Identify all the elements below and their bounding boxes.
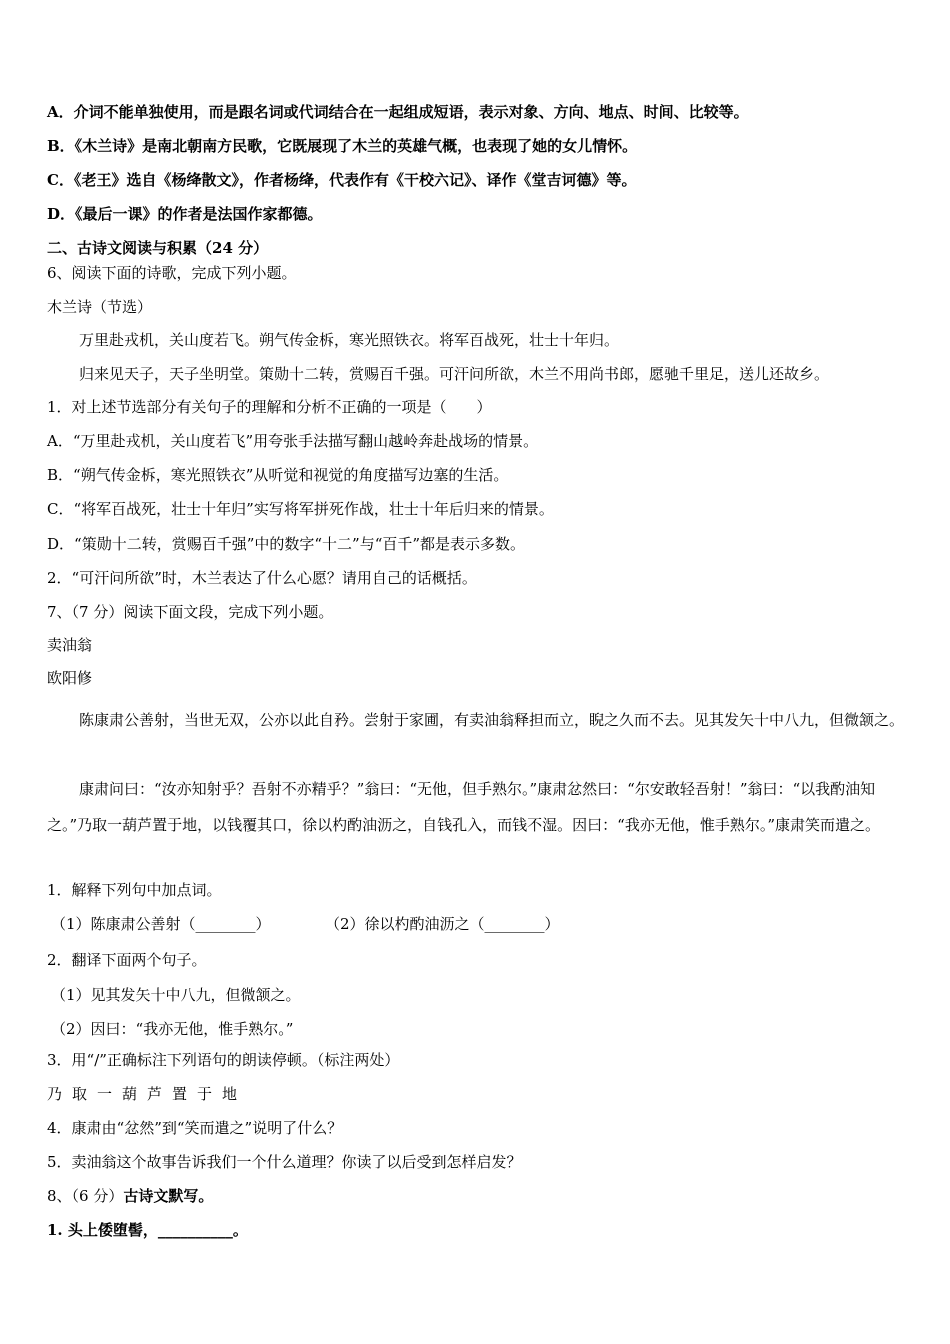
passage-author: 欧阳修 [47, 669, 93, 687]
q8-intro [47, 1185, 920, 1207]
poem-line-1: 万里赴戎机，关山度若飞。朔气传金柝，寒光照铁衣。将军百战死，壮士十年归。 [79, 331, 620, 349]
option-b: B．《木兰诗》是南北朝南方民歌，它既展现了木兰的英雄气概，也表现了她的女儿情怀。 [47, 137, 638, 155]
q7-sub5: 5．卖油翁这个故事告诉我们一个什么道理？你读了以后受到怎样启发？ [47, 1153, 522, 1171]
option-c: C．《老王》选自《杨绛散文》，作者杨绛，代表作有《干校六记》、译作《堂吉诃德》等。 [47, 171, 637, 189]
q6-sub1-option-a: A．“万里赴戎机，关山度若飞”用夸张手法描写翻山越岭奔赴战场的情景。 [47, 432, 539, 450]
q7-intro: 7、（7 分）阅读下面文段，完成下列小题。 [47, 603, 334, 621]
q7-sub1-item-2: （2）徐以杓酌油沥之（________） [325, 915, 560, 933]
q6-intro: 6、阅读下面的诗歌，完成下列小题。 [47, 264, 297, 282]
passage-paragraph-1: 陈康肃公善射，当世无双，公亦以此自矜。尝射于家圃，有卖油翁释担而立，睨之久而不去。见其发矢十中八九，但微颔之。 [79, 711, 905, 729]
section-heading: 二、古诗文阅读与积累（24 分） [47, 239, 269, 257]
q6-sub1-option-c: C．“将军百战死，壮士十年归”实写将军拼死作战，壮士十年后归来的情景。 [47, 500, 554, 518]
poem-line-2: 归来见天子，天子坐明堂。策勋十二转，赏赐百千强。可汗问所欲，木兰不用尚书郎，愿驰千里足，送儿还故乡。 [79, 365, 830, 383]
q6-sub1: 1．对上述节选部分有关句子的理解和分析不正确的一项是（ ） [47, 398, 492, 416]
q7-sub1: 1．解释下列句中加点词。 [47, 881, 222, 899]
q8-intro-prefix: 8、（6 分） [47, 1187, 124, 1205]
q7-sub1-item-1: （1）陈康肃公善射（________） [51, 915, 271, 933]
poem-title: 木兰诗（节选） [47, 298, 153, 316]
q7-sub2-item-2: （2）因曰：“我亦无他，惟手熟尔。” [51, 1020, 294, 1038]
q7-sub3: 3．用“/”正确标注下列语句的朗读停顿。（标注两处） [47, 1051, 400, 1069]
option-a: A．介词不能单独使用，而是跟名词或代词结合在一起组成短语，表示对象、方向、地点、时间、比较等。 [47, 103, 749, 121]
passage-title: 卖油翁 [47, 636, 93, 654]
q8-intro-title: 古诗文默写。 [123, 1187, 214, 1205]
q8-line-1: 1. 头上倭堕髻，__________。 [47, 1221, 248, 1239]
q6-sub1-option-b: B．“朔气传金柝，寒光照铁衣”从听觉和视觉的角度描写边塞的生活。 [47, 466, 509, 484]
q6-sub2: 2．“可汗问所欲”时，木兰表达了什么心愿？请用自己的话概括。 [47, 569, 477, 587]
q7-sub2: 2．翻译下面两个句子。 [47, 951, 207, 969]
q7-sub4: 4．康肃由“忿然”到“笑而遣之”说明了什么？ [47, 1119, 343, 1137]
q7-sub2-item-1: （1）见其发矢十中八九，但微颔之。 [51, 986, 301, 1004]
q7-sub3-sentence: 乃取一葫芦置于地 [47, 1085, 248, 1103]
q6-sub1-option-d: D．“策勋十二转，赏赐百千强”中的数字“十二”与“百千”都是表示多数。 [47, 535, 526, 553]
passage-paragraph-2: 康肃问曰：“汝亦知射乎？吾射不亦精乎？”翁曰：“无他，但手熟尔。”康肃忿然曰：“尔安敢轻吾射！”翁曰：“以我酌油知之。”乃取一葫芦置于地，以钱覆其口，徐以杓酌油沥之，自钱孔入，而钱不湿。因曰：“我亦无他，惟手熟尔。”康肃笑而遣之。 [47, 780, 881, 834]
option-d: D．《最后一课》的作者是法国作家都德。 [47, 205, 323, 223]
